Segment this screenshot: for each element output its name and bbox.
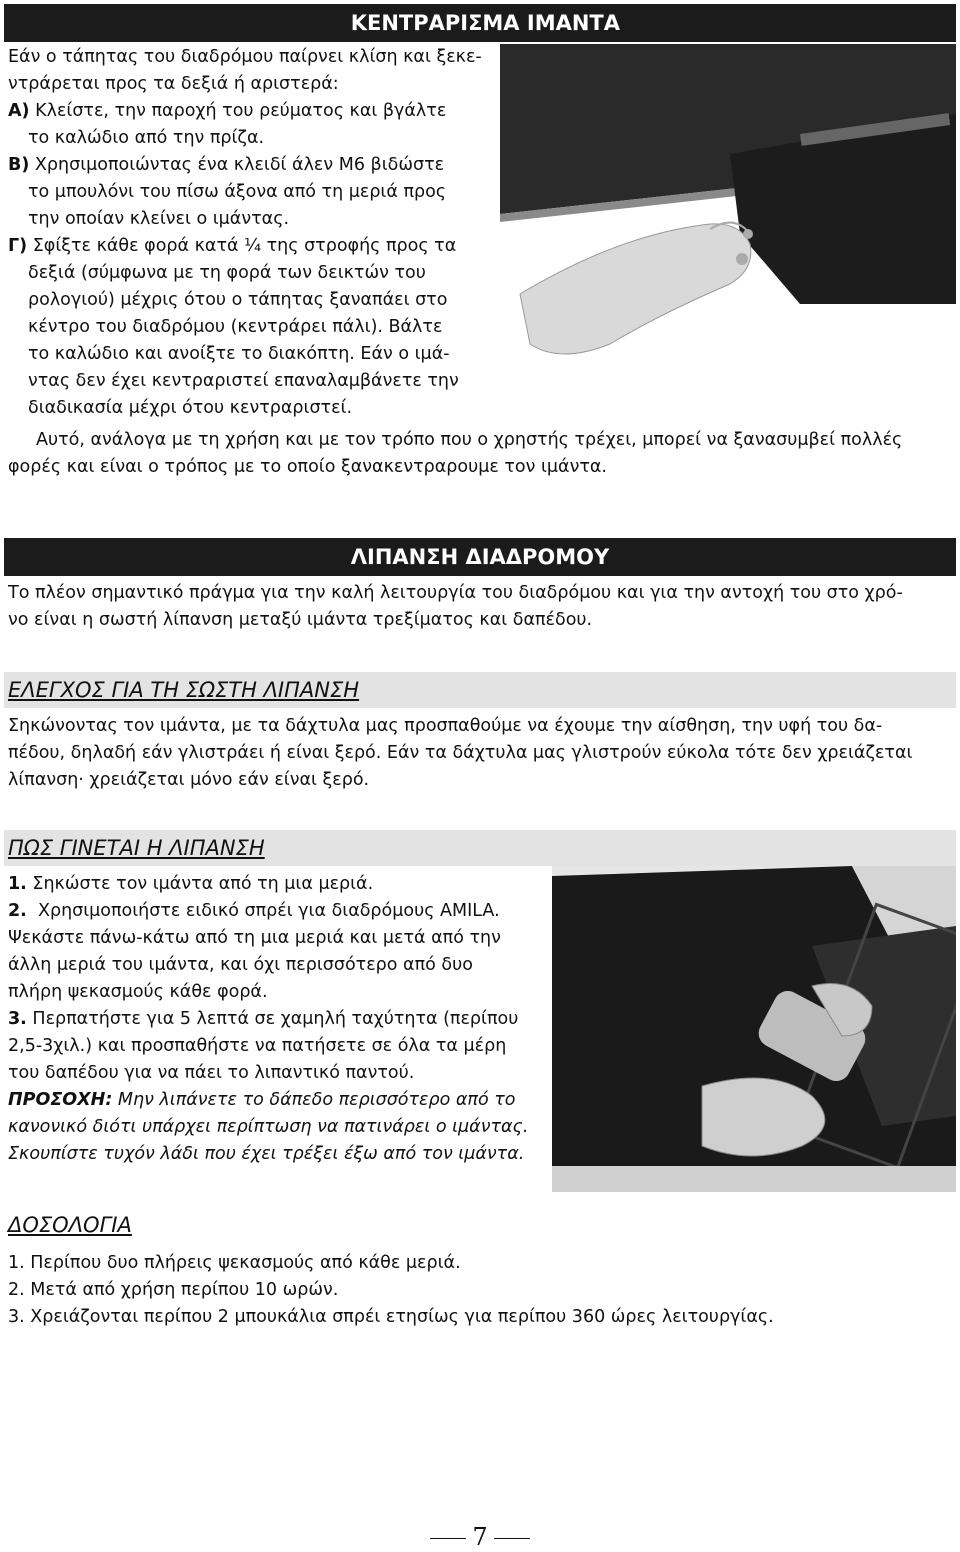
text-line: πέδου, δηλαδή εάν γλιστράει ή είναι ξερό. Εάν τα δάχτυλα μας γλιστρούν εύκολα τότε δεν χρειάζεται: [8, 743, 913, 763]
section-title-text: ΔΟΣΟΛΟΓΙΑ: [8, 1213, 132, 1237]
list-item: 1. Περίπου δυο πλήρεις ψεκασμούς από κάθε μεριά.: [8, 1253, 461, 1273]
text-line: κέντρο του διαδρόμου (κεντράρει πάλι). Βάλτε: [28, 317, 443, 337]
text-line: ντας δεν έχει κεντραριστεί επαναλαμβάνετε την: [28, 371, 459, 391]
lubrication-check-text: [8, 713, 953, 794]
text-line: Ψεκάστε πάνω-κάτω από τη μια μεριά και μετά από την: [8, 928, 501, 948]
step-label: Α): [8, 101, 30, 121]
dosage-list: [8, 1250, 953, 1331]
section-title-lubrication-check: [4, 672, 956, 708]
text-line: το μπουλόνι του πίσω άξονα από τη μεριά προς: [28, 182, 447, 202]
text-line: το καλώδιο από την πρίζα.: [28, 128, 265, 148]
page-number-text: 7: [472, 1523, 488, 1551]
lubrication-spray-photo: [552, 866, 956, 1192]
text-line: Το πλέον σημαντικό πράγμα για την καλή λειτουργία του διαδρόμου και για την αντοχή του στο χρό-: [8, 583, 903, 603]
lubrication-intro: [8, 580, 953, 634]
step-label: Γ): [8, 236, 28, 256]
text-line: λίπανση· χρειάζεται μόνο εάν είναι ξερό.: [8, 770, 370, 790]
text-line: Σφίξτε κάθε φορά κατά ¼ της στροφής προς τα: [32, 236, 457, 256]
step-label: Β): [8, 155, 30, 175]
list-item: 3. Χρειάζονται περίπου 2 μπουκάλια σπρέι ετησίως για περίπου 360 ώρες λειτουργίας.: [8, 1307, 774, 1327]
how-to-lubricate-steps: [8, 871, 548, 1168]
section-title-belt-centering: [4, 4, 956, 42]
text-line: ντράρεται προς τα δεξιά ή αριστερά:: [8, 74, 339, 94]
belt-adjustment-photo: [500, 44, 956, 410]
text-line: Σκουπίστε τυχόν λάδι που έχει τρέξει έξω από τον ιμάντα.: [8, 1144, 525, 1164]
text-line: Κλείστε, την παροχή του ρεύματος και βγάλτε: [35, 101, 447, 121]
dash-left: [430, 1538, 466, 1539]
text-line: Περπατήστε για 5 λεπτά σε χαμηλή ταχύτητα (περίπου: [32, 1009, 519, 1029]
section-title-text: ΠΩΣ ΓΙΝΕΤΑΙ Η ΛΙΠΑΝΣΗ: [8, 836, 265, 860]
dash-right: [494, 1538, 530, 1539]
text-line: την οποίαν κλείνει ο ιμάντας.: [28, 209, 290, 229]
text-line: ρολογιού) μέχρις ότου ο τάπητας ξαναπάει στο: [28, 290, 448, 310]
belt-centering-text: [8, 44, 488, 422]
text-line: Σηκώνοντας τον ιμάντα, με τα δάχτυλα μας προσπαθούμε να έχουμε την αίσθηση, την υφή του δα-: [8, 716, 883, 736]
section-title-lubrication: [4, 538, 956, 576]
text-line: κανονικό διότι υπάρχει περίπτωση να πατινάρει ο ιμάντας.: [8, 1117, 529, 1137]
belt-centering-closing: [8, 427, 958, 481]
text-line: 2,5-3χιλ.) και προσπαθήστε να πατήσετε σε όλα τα μέρη: [8, 1036, 507, 1056]
text-line: Εάν ο τάπητας του διαδρόμου παίρνει κλίση και ξεκε-: [8, 47, 482, 67]
section-title-how-to-lubricate: [4, 830, 956, 866]
text-line: δεξιά (σύμφωνα με τη φορά των δεικτών του: [28, 263, 426, 283]
text-line: άλλη μεριά του ιμάντα, και όχι περισσότερο από δυο: [8, 955, 473, 975]
caution-label: ΠΡΟΣΟΧΗ:: [8, 1090, 113, 1110]
text-line: φορές και είναι ο τρόπος με το οποίο ξανακεντραρουμε τον ιμάντα.: [8, 457, 607, 477]
text-line: Αυτό, ανάλογα με τη χρήση και με τον τρόπο που ο χρηστής τρέχει, μπορεί να ξανασυμβεί πολλές: [36, 430, 903, 450]
text-line: Χρησιμοποιήστε ειδικό σπρέι για διαδρόμους AMILA.: [37, 901, 500, 921]
section-title-text: ΕΛΕΓΧΟΣ ΓΙΑ ΤΗ ΣΩΣΤΗ ΛΙΠΑΝΣΗ: [8, 678, 360, 702]
section-title-text: ΛΙΠΑΝΣΗ ΔΙΑΔΡΟΜΟΥ: [350, 545, 610, 569]
text-line: πλήρη ψεκασμούς κάθε φορά.: [8, 982, 268, 1002]
step-label: 3.: [8, 1009, 27, 1029]
section-title-text: ΚΕΝΤΡΑΡΙΣΜΑ ΙΜΑΝΤΑ: [350, 11, 620, 35]
list-item: 2. Μετά από χρήση περίπου 10 ωρών.: [8, 1280, 339, 1300]
step-label: 2.: [8, 901, 27, 921]
text-line: του δαπέδου για να πάει το λιπαντικό παντού.: [8, 1063, 415, 1083]
text-line: το καλώδιο και ανοίξτε το διακόπτη. Εάν ο ιμά-: [28, 344, 450, 364]
step-label: 1.: [8, 874, 27, 894]
text-line: Χρησιμοποιώντας ένα κλειδί άλεν Μ6 βιδώστε: [34, 155, 445, 175]
text-line: νο είναι η σωστή λίπανση μεταξύ ιμάντα τρεξίματος και δαπέδου.: [8, 610, 593, 630]
section-title-dosage: [8, 1212, 132, 1239]
text-line: διαδικασία μέχρι ότου κεντραριστεί.: [28, 398, 353, 418]
text-line: Σηκώστε τον ιμάντα από τη μια μεριά.: [32, 874, 374, 894]
text-line: Μην λιπάνετε το δάπεδο περισσότερο από το: [117, 1090, 516, 1110]
